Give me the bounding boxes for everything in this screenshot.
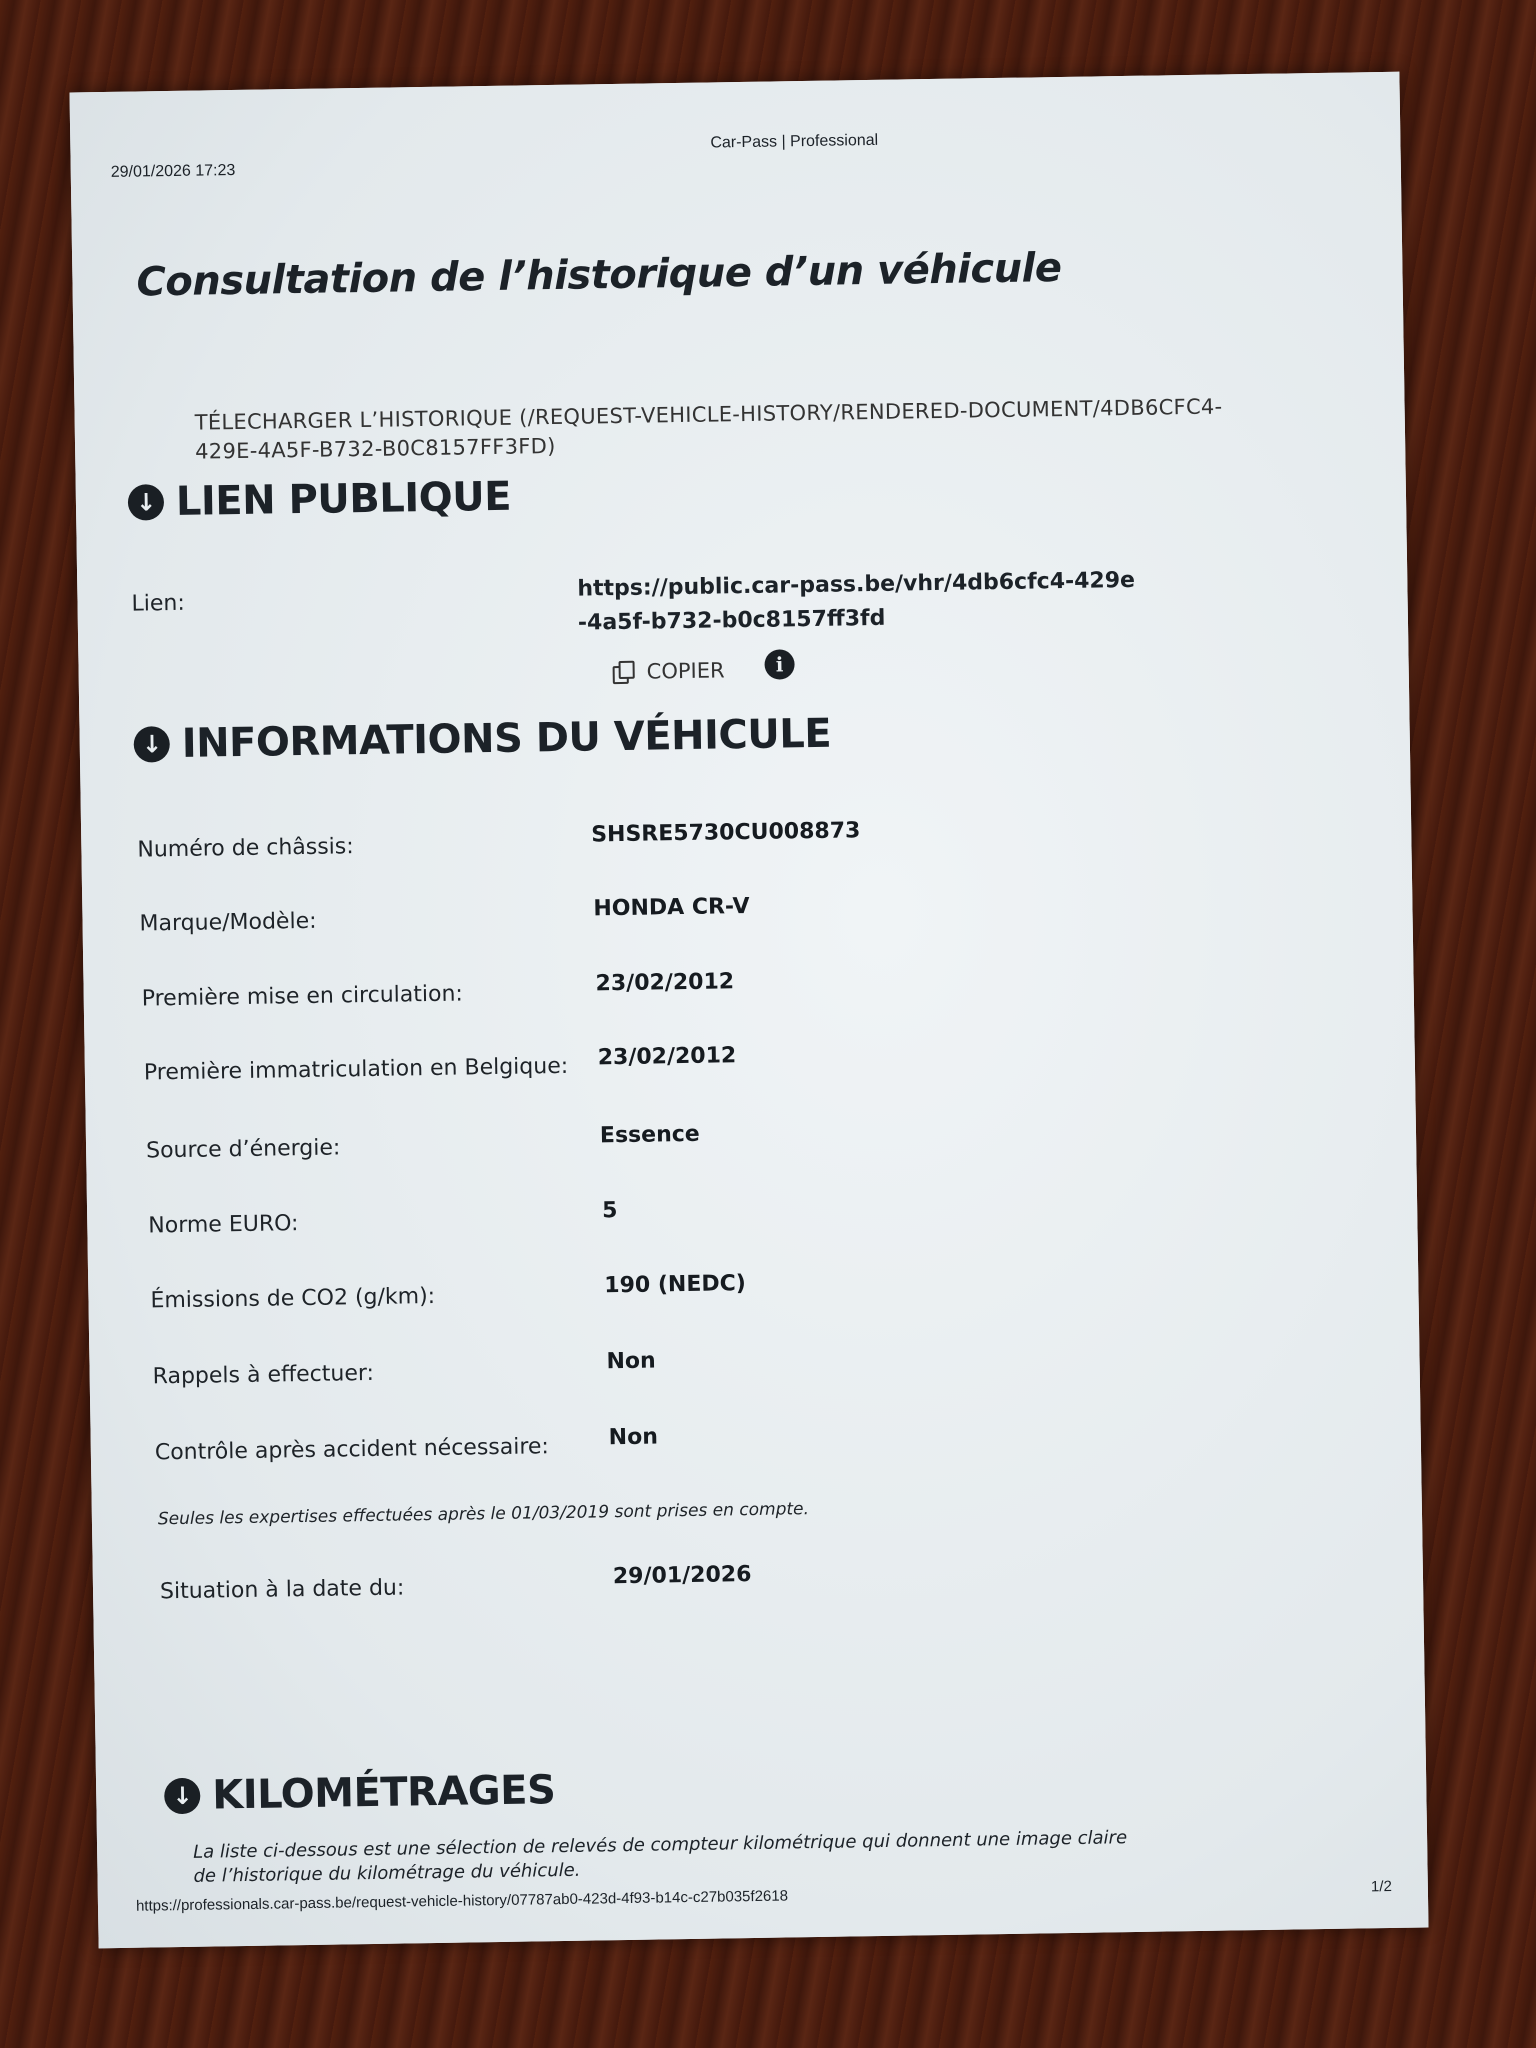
info-value-first-circulation: 23/02/2012	[595, 969, 735, 997]
info-label-energy-source: Source d’énergie:	[145, 1135, 341, 1164]
copy-button[interactable]	[612, 658, 724, 684]
arrow-down-circle-icon: ↓	[128, 484, 165, 521]
page-title: Consultation de l’historique d’un véhicule	[136, 245, 1062, 306]
print-datetime: 29/01/2026 17:23	[110, 161, 236, 181]
info-label-recalls: Rappels à effectuer:	[152, 1360, 375, 1390]
info-value-energy-source: Essence	[599, 1121, 700, 1149]
print-footer-url: https://professionals.car-pass.be/request-vehicle-history/07787ab0-423d-4f93-b14c-c27b035f2618	[135, 1887, 789, 1915]
section-mileage-heading[interactable]	[164, 1767, 556, 1819]
info-icon[interactable]: i	[764, 649, 794, 679]
section-public-link-heading[interactable]	[128, 474, 512, 526]
info-label-make-model: Marque/Modèle:	[139, 908, 317, 937]
info-label-first-circulation: Première mise en circulation:	[141, 981, 464, 1012]
section-mileage-title: KILOMÉTRAGES	[211, 1767, 556, 1819]
printed-page	[70, 72, 1429, 1949]
info-value-euro-norm: 5	[601, 1198, 618, 1224]
download-history-link[interactable]: TÉLECHARGER L’HISTORIQUE (/REQUEST-VEHICLE-HISTORY/RENDERED-DOCUMENT/4DB6CFC4-429E-4A5F-B732-B0C8157FF3FD)	[194, 394, 1223, 464]
info-value-accident-check: Non	[608, 1424, 659, 1451]
info-value-co2-emissions: 190 (NEDC)	[604, 1271, 747, 1299]
copy-icon	[613, 661, 635, 683]
info-label-first-registration: Première immatriculation en Belgique:	[143, 1053, 569, 1086]
mileage-description: La liste ci-dessous est une sélection de relevés de compteur kilométrique qui donnent une image claire de l’historique du kilométrage du véhicule.	[192, 1827, 1128, 1887]
situation-date-value: 29/01/2026	[612, 1562, 752, 1590]
info-label-chassis: Numéro de châssis:	[137, 834, 354, 863]
info-label-co2-emissions: Émissions de CO2 (g/km):	[150, 1283, 436, 1314]
copy-button-label: COPIER	[646, 658, 725, 684]
info-value-first-registration: 23/02/2012	[597, 1043, 737, 1071]
arrow-down-circle-icon: ↓	[164, 1778, 201, 1815]
print-page-number: 1/2	[1370, 1878, 1392, 1896]
info-value-recalls: Non	[606, 1348, 656, 1375]
info-label-accident-check: Contrôle après accident nécessaire:	[154, 1434, 550, 1466]
info-label-euro-norm: Norme EURO:	[148, 1211, 299, 1239]
situation-date-label: Situation à la date du:	[159, 1575, 405, 1605]
info-value-make-model: HONDA CR-V	[593, 893, 750, 922]
section-vehicle-info-title: INFORMATIONS DU VÉHICULE	[181, 710, 832, 767]
section-public-link-title: LIEN PUBLIQUE	[175, 473, 512, 525]
arrow-down-circle-icon: ↓	[133, 726, 170, 763]
info-value-chassis: SHSRE5730CU008873	[591, 818, 861, 848]
link-label: Lien:	[131, 590, 186, 617]
public-link-url[interactable]: https://public.car-pass.be/vhr/4db6cfc4-429e-4a5f-b732-b0c8157ff3fd	[577, 567, 1136, 636]
expertise-note: Seules les expertises effectuées après le 01/03/2019 sont prises en compte.	[157, 1499, 810, 1530]
section-vehicle-info-heading[interactable]	[133, 711, 831, 768]
print-site-title: Car-Pass | Professional	[710, 131, 879, 152]
